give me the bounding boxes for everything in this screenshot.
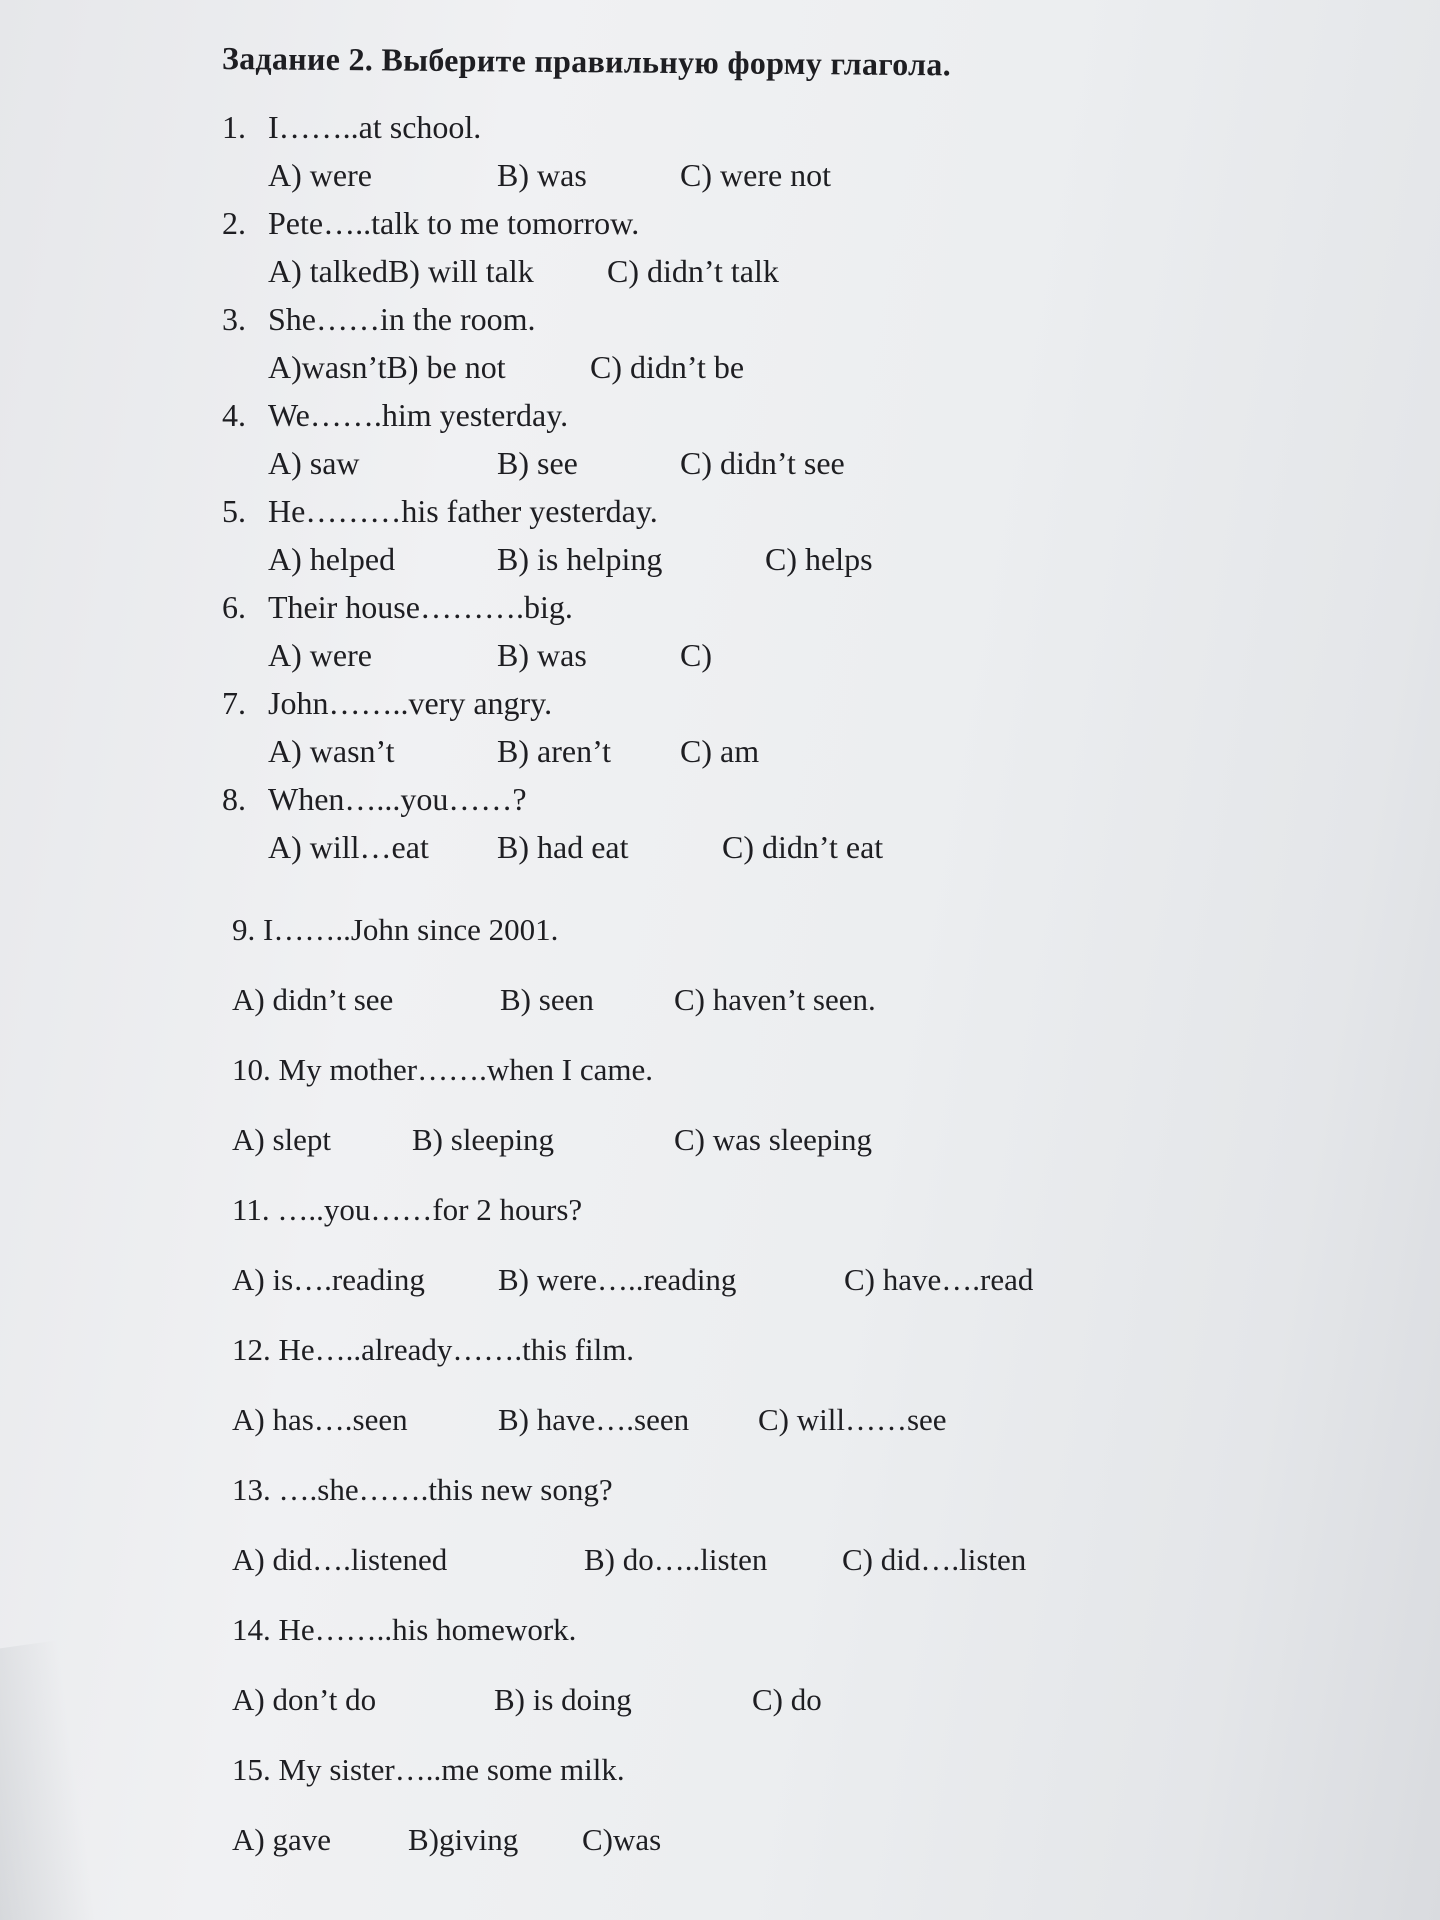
option-b: B) seen [500,982,594,1017]
options-10 [222,1105,1322,1175]
questions-part-2 [222,895,1322,1875]
options-8 [222,819,1322,875]
question-number: 2. [222,205,246,241]
question-text: Pete…..talk to me tomorrow. [268,205,640,241]
question-11 [222,1175,1322,1245]
option-c: C) didn’t eat [722,829,884,865]
question-3 [222,299,1322,339]
option-c: C) didn’t see [680,445,845,481]
option-c: C) do [752,1682,822,1717]
option-c: C) were not [680,157,832,193]
option-ab: A)wasn’tB) be not [268,349,506,385]
option-a: A) has….seen [232,1402,408,1437]
question-2 [222,203,1322,243]
question-text: 14. He……..his homework. [232,1612,577,1647]
question-number: 7. [222,685,246,721]
option-b: B) had eat [497,829,629,865]
question-15 [222,1735,1322,1805]
question-text: When…...you……? [268,781,527,817]
question-text: I……..at school. [268,109,482,145]
options-5 [222,531,1322,587]
option-a: A) were [268,157,372,193]
option-a: A) saw [268,445,360,481]
option-b: B) aren’t [497,733,612,769]
question-text: 13. ….she…….this new song? [232,1472,613,1507]
question-14 [222,1595,1322,1665]
option-b: B) was [497,157,587,193]
option-a: A) did….listened [232,1542,448,1577]
options-15 [222,1805,1322,1875]
options-11 [222,1245,1322,1315]
question-4 [222,395,1322,435]
question-number: 1. [222,109,246,145]
option-c: C) helps [765,541,873,577]
question-number: 8. [222,781,246,817]
question-6 [222,587,1322,627]
question-text: 9. I……..John since 2001. [232,912,559,947]
option-c: C) [680,637,712,673]
option-b: B) have….seen [498,1402,690,1437]
option-c: C)was [582,1822,662,1857]
questions-part-1 [222,107,1322,875]
option-b: B)giving [408,1822,519,1857]
option-c: C) will……see [758,1402,947,1437]
option-b: B) was [497,637,587,673]
question-10 [222,1035,1322,1105]
question-text: 10. My mother…….when I came. [232,1052,653,1087]
options-9 [222,965,1322,1035]
option-b: B) is helping [497,541,663,577]
options-2 [222,243,1322,299]
option-b: B) do…..listen [584,1542,768,1577]
option-b: B) see [497,445,578,481]
question-text: Their house……….big. [268,589,573,625]
question-text: He………his father yesterday. [268,493,658,529]
options-12 [222,1385,1322,1455]
options-4 [222,435,1322,491]
option-a: A) will…eat [268,829,429,865]
options-14 [222,1665,1322,1735]
option-a: A) gave [232,1822,331,1857]
options-1 [222,147,1322,203]
question-9 [222,895,1322,965]
question-text: 15. My sister…..me some milk. [232,1752,625,1787]
question-number: 6. [222,589,246,625]
options-3 [222,339,1322,395]
options-6 [222,627,1322,683]
question-text: She……in the room. [268,301,536,337]
options-7 [222,723,1322,779]
question-7 [222,683,1322,723]
question-number: 5. [222,493,246,529]
option-a: A) were [268,637,372,673]
question-number: 3. [222,301,246,337]
option-c: C) didn’t be [590,349,745,385]
question-number: 4. [222,397,246,433]
option-c: C) have….read [844,1262,1034,1297]
question-13 [222,1455,1322,1525]
option-a: A) don’t do [232,1682,377,1717]
question-text: We…….him yesterday. [268,397,569,433]
option-ab: A) talkedB) will talk [268,253,534,289]
option-a: A) wasn’t [268,733,395,769]
option-a: A) helped [268,541,396,577]
option-b: B) were…..reading [498,1262,737,1297]
question-text: 12. He…..already…….this film. [232,1332,635,1367]
option-c: C) did….listen [842,1542,1027,1577]
option-c: C) was sleeping [674,1122,873,1157]
option-b: B) is doing [494,1682,632,1717]
task-title: Задание 2. Выберите правильную форму глагола. [221,40,952,83]
question-text: 11. …..you……for 2 hours? [232,1192,583,1227]
question-12 [222,1315,1322,1385]
option-c: C) am [680,733,760,769]
option-a: A) didn’t see [232,982,394,1017]
option-c: C) didn’t talk [607,253,779,289]
option-c: C) haven’t seen. [674,982,876,1017]
option-a: A) is….reading [232,1262,425,1297]
question-text: John……..very angry. [268,685,553,721]
question-5 [222,491,1322,531]
question-8 [222,779,1322,819]
option-b: B) sleeping [412,1122,555,1157]
question-1 [222,107,1322,147]
option-a: A) slept [232,1122,332,1157]
paper-edge-shadow [0,1640,101,1920]
options-13 [222,1525,1322,1595]
worksheet [222,40,1322,1875]
